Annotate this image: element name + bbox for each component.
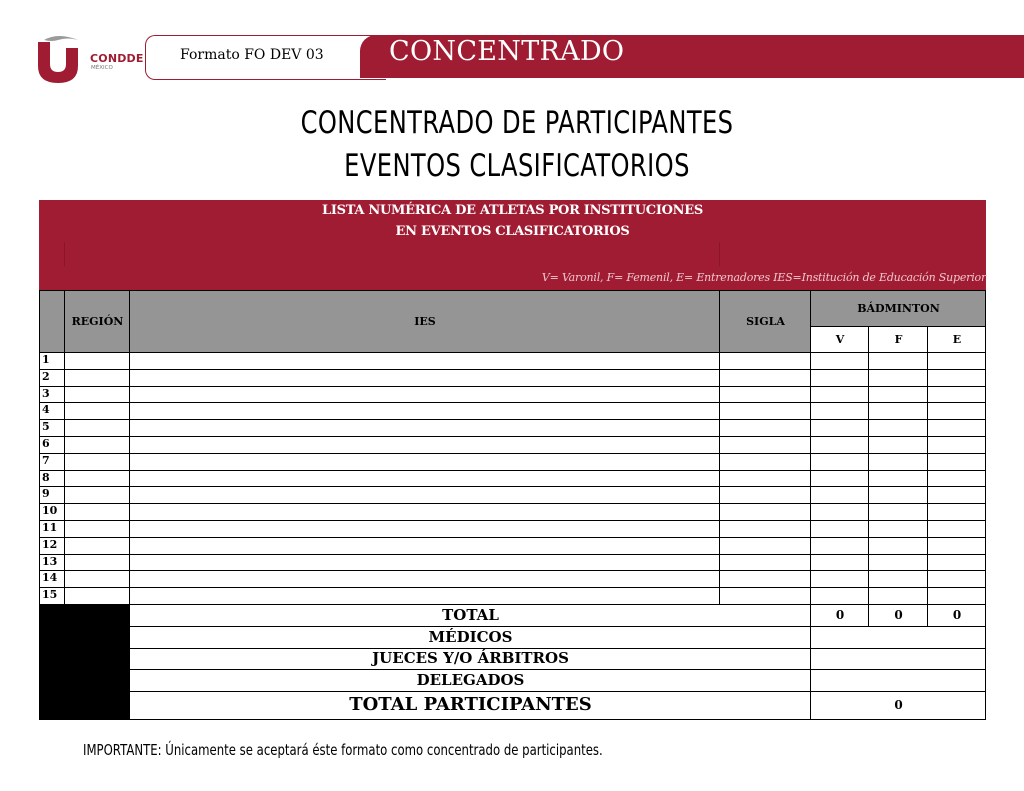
- row-region-cell[interactable]: [65, 353, 130, 370]
- row-number: 7: [42, 453, 50, 467]
- row-ies-cell[interactable]: [130, 387, 720, 404]
- row-e-cell[interactable]: [928, 420, 986, 437]
- row-number-cell: [39, 504, 65, 521]
- row-sigla-cell[interactable]: [720, 437, 811, 454]
- row-f-cell[interactable]: [869, 538, 928, 555]
- row-e-cell[interactable]: [928, 353, 986, 370]
- total-f: 0: [894, 608, 903, 622]
- row-sigla-cell[interactable]: [720, 370, 811, 387]
- total-participantes-value-cell: [811, 692, 986, 720]
- row-region-cell[interactable]: [65, 555, 130, 572]
- row-f-cell[interactable]: [869, 555, 928, 572]
- row-v-cell[interactable]: [811, 387, 869, 404]
- header-v-cell: [811, 327, 869, 353]
- row-v-cell[interactable]: [811, 571, 869, 588]
- delegados-value-cell[interactable]: [811, 670, 986, 692]
- row-number: 14: [42, 571, 58, 585]
- row-ies-cell[interactable]: [130, 471, 720, 488]
- row-number-cell: [39, 353, 65, 370]
- row-sigla-cell[interactable]: [720, 521, 811, 538]
- row-sigla-cell[interactable]: [720, 555, 811, 572]
- condde-logo: [34, 34, 144, 84]
- banner-line-1: LISTA NUMÉRICA DE ATLETAS POR INSTITUCIONES: [322, 203, 703, 218]
- medicos-label-cell: [130, 627, 811, 649]
- total-participantes-label-cell: [130, 692, 811, 720]
- row-v-cell[interactable]: [811, 437, 869, 454]
- row-sigla-cell[interactable]: [720, 588, 811, 605]
- row-number-cell: [39, 538, 65, 555]
- row-region-cell[interactable]: [65, 387, 130, 404]
- total-v: 0: [835, 608, 845, 622]
- row-f-cell[interactable]: [869, 487, 928, 504]
- row-f-cell[interactable]: [869, 403, 928, 420]
- column-ies: IES: [414, 315, 436, 328]
- delegados-label: DELEGADOS: [416, 671, 525, 689]
- row-ies-cell[interactable]: [130, 588, 720, 605]
- row-sigla-cell[interactable]: [720, 403, 811, 420]
- row-ies-cell[interactable]: [130, 437, 720, 454]
- banner-line-2: EN EVENTOS CLASIFICATORIOS: [395, 224, 630, 239]
- row-sigla-cell[interactable]: [720, 504, 811, 521]
- header-e-cell: [928, 327, 986, 353]
- row-e-cell[interactable]: [928, 504, 986, 521]
- row-e-cell[interactable]: [928, 555, 986, 572]
- row-e-cell[interactable]: [928, 370, 986, 387]
- row-number: 9: [42, 487, 50, 501]
- medicos-value-cell[interactable]: [811, 627, 986, 649]
- row-e-cell[interactable]: [928, 403, 986, 420]
- total-f-cell: [869, 605, 928, 627]
- header-region-cell: [65, 290, 130, 353]
- column-region: REGIÓN: [71, 315, 124, 328]
- row-f-cell[interactable]: [869, 387, 928, 404]
- row-f-cell[interactable]: [869, 588, 928, 605]
- row-number: 10: [42, 504, 58, 518]
- column-sigla: SIGLA: [746, 315, 785, 328]
- row-number: 1: [42, 353, 50, 366]
- row-e-cell[interactable]: [928, 521, 986, 538]
- row-ies-cell[interactable]: [130, 403, 720, 420]
- row-v-cell[interactable]: [811, 353, 869, 370]
- header-number-cell: [39, 290, 65, 353]
- total-participantes-value: 0: [894, 698, 903, 712]
- column-v: V: [835, 333, 845, 346]
- row-e-cell[interactable]: [928, 387, 986, 404]
- formato-code: Formato FO DEV 03: [180, 47, 324, 63]
- important-note: IMPORTANTE: Únicamente se aceptará éste formato como concentrado de participantes.: [83, 741, 603, 759]
- row-f-cell[interactable]: [869, 471, 928, 488]
- row-number-cell: [39, 454, 65, 471]
- row-number: 12: [42, 537, 58, 551]
- row-ies-cell[interactable]: [130, 454, 720, 471]
- row-f-cell[interactable]: [869, 437, 928, 454]
- row-number: 4: [42, 403, 50, 417]
- row-ies-cell[interactable]: [130, 521, 720, 538]
- header-band-title: CONCENTRADO: [389, 36, 625, 67]
- row-ies-cell[interactable]: [130, 487, 720, 504]
- row-region-cell[interactable]: [65, 471, 130, 488]
- row-v-cell[interactable]: [811, 538, 869, 555]
- row-e-cell[interactable]: [928, 538, 986, 555]
- header-sigla-cell: [720, 290, 811, 353]
- total-v-cell: [811, 605, 869, 627]
- logo-name: CONDDE: [90, 52, 144, 65]
- row-sigla-cell[interactable]: [720, 571, 811, 588]
- row-number-cell: [39, 521, 65, 538]
- total-participantes-label: TOTAL PARTICIPANTES: [349, 694, 592, 715]
- total-label-cell: [130, 605, 811, 627]
- row-region-cell[interactable]: [65, 521, 130, 538]
- row-number-cell: [39, 437, 65, 454]
- row-region-cell[interactable]: [65, 420, 130, 437]
- row-number-cell: [39, 370, 65, 387]
- row-region-cell[interactable]: [65, 370, 130, 387]
- row-v-cell[interactable]: [811, 454, 869, 471]
- row-f-cell[interactable]: [869, 370, 928, 387]
- delegados-label-cell: [130, 670, 811, 692]
- row-region-cell[interactable]: [65, 504, 130, 521]
- row-sigla-cell[interactable]: [720, 387, 811, 404]
- summary-black-block: [39, 605, 130, 720]
- row-e-cell[interactable]: [928, 571, 986, 588]
- row-number: 8: [42, 470, 50, 484]
- row-v-cell[interactable]: [811, 471, 869, 488]
- column-e: E: [952, 333, 962, 346]
- row-region-cell[interactable]: [65, 487, 130, 504]
- total-label: TOTAL: [442, 606, 499, 624]
- row-v-cell[interactable]: [811, 487, 869, 504]
- row-number-cell: [39, 387, 65, 404]
- jueces-value-cell[interactable]: [811, 649, 986, 670]
- row-ies-cell[interactable]: [130, 555, 720, 572]
- row-e-cell[interactable]: [928, 487, 986, 504]
- row-v-cell[interactable]: [811, 370, 869, 387]
- header-f-cell: [869, 327, 928, 353]
- row-e-cell[interactable]: [928, 454, 986, 471]
- row-number-cell: [39, 571, 65, 588]
- page-title: CONCENTRADO DE PARTICIPANTES: [300, 105, 734, 141]
- row-region-cell[interactable]: [65, 588, 130, 605]
- table-banner: [39, 200, 986, 290]
- row-number-cell: [39, 555, 65, 572]
- row-ies-cell[interactable]: [130, 370, 720, 387]
- medicos-label: MÉDICOS: [428, 628, 513, 646]
- row-ies-cell[interactable]: [130, 571, 720, 588]
- jueces-label-cell: [130, 649, 811, 670]
- logo-subtitle: MÉXICO: [91, 65, 113, 71]
- total-e-cell: [928, 605, 986, 627]
- row-region-cell[interactable]: [65, 571, 130, 588]
- row-v-cell[interactable]: [811, 588, 869, 605]
- row-f-cell[interactable]: [869, 571, 928, 588]
- row-f-cell[interactable]: [869, 521, 928, 538]
- row-region-cell[interactable]: [65, 403, 130, 420]
- row-number-cell: [39, 588, 65, 605]
- row-number-cell: [39, 420, 65, 437]
- row-number: 3: [42, 386, 50, 400]
- row-f-cell[interactable]: [869, 353, 928, 370]
- jueces-label: JUECES Y/O ÁRBITROS: [372, 649, 569, 667]
- row-e-cell[interactable]: [928, 437, 986, 454]
- row-sigla-cell[interactable]: [720, 454, 811, 471]
- row-region-cell[interactable]: [65, 538, 130, 555]
- participants-table: [39, 200, 986, 720]
- column-sport: BÁDMINTON: [857, 302, 940, 315]
- row-number: 11: [42, 521, 58, 534]
- row-v-cell[interactable]: [811, 403, 869, 420]
- row-ies-cell[interactable]: [130, 538, 720, 555]
- table-legend: V= Varonil, F= Femenil, E= Entrenadores IES=Institución de Educación Superior: [541, 271, 986, 284]
- row-f-cell[interactable]: [869, 420, 928, 437]
- row-ies-cell[interactable]: [130, 353, 720, 370]
- row-number: 13: [42, 554, 58, 568]
- row-sigla-cell[interactable]: [720, 487, 811, 504]
- row-ies-cell[interactable]: [130, 504, 720, 521]
- row-region-cell[interactable]: [65, 437, 130, 454]
- row-number: 5: [42, 420, 50, 434]
- row-number-cell: [39, 471, 65, 488]
- row-e-cell[interactable]: [928, 471, 986, 488]
- row-ies-cell[interactable]: [130, 420, 720, 437]
- row-f-cell[interactable]: [869, 504, 928, 521]
- row-sigla-cell[interactable]: [720, 420, 811, 437]
- total-e: 0: [952, 608, 962, 622]
- condde-u-icon: [34, 34, 90, 84]
- row-sigla-cell[interactable]: [720, 538, 811, 555]
- row-v-cell[interactable]: [811, 420, 869, 437]
- row-v-cell[interactable]: [811, 555, 869, 572]
- page-subtitle: EVENTOS CLASIFICATORIOS: [344, 148, 690, 184]
- row-number: 6: [42, 437, 50, 450]
- header-sport-cell: [811, 290, 986, 327]
- row-sigla-cell[interactable]: [720, 471, 811, 488]
- row-number-cell: [39, 487, 65, 504]
- row-v-cell[interactable]: [811, 504, 869, 521]
- row-number: 15: [42, 588, 58, 602]
- column-f: F: [894, 333, 903, 346]
- row-v-cell[interactable]: [811, 521, 869, 538]
- row-sigla-cell[interactable]: [720, 353, 811, 370]
- row-region-cell[interactable]: [65, 454, 130, 471]
- row-e-cell[interactable]: [928, 588, 986, 605]
- row-f-cell[interactable]: [869, 454, 928, 471]
- header-ies-cell: [130, 290, 720, 353]
- row-number-cell: [39, 403, 65, 420]
- row-number: 2: [42, 369, 50, 383]
